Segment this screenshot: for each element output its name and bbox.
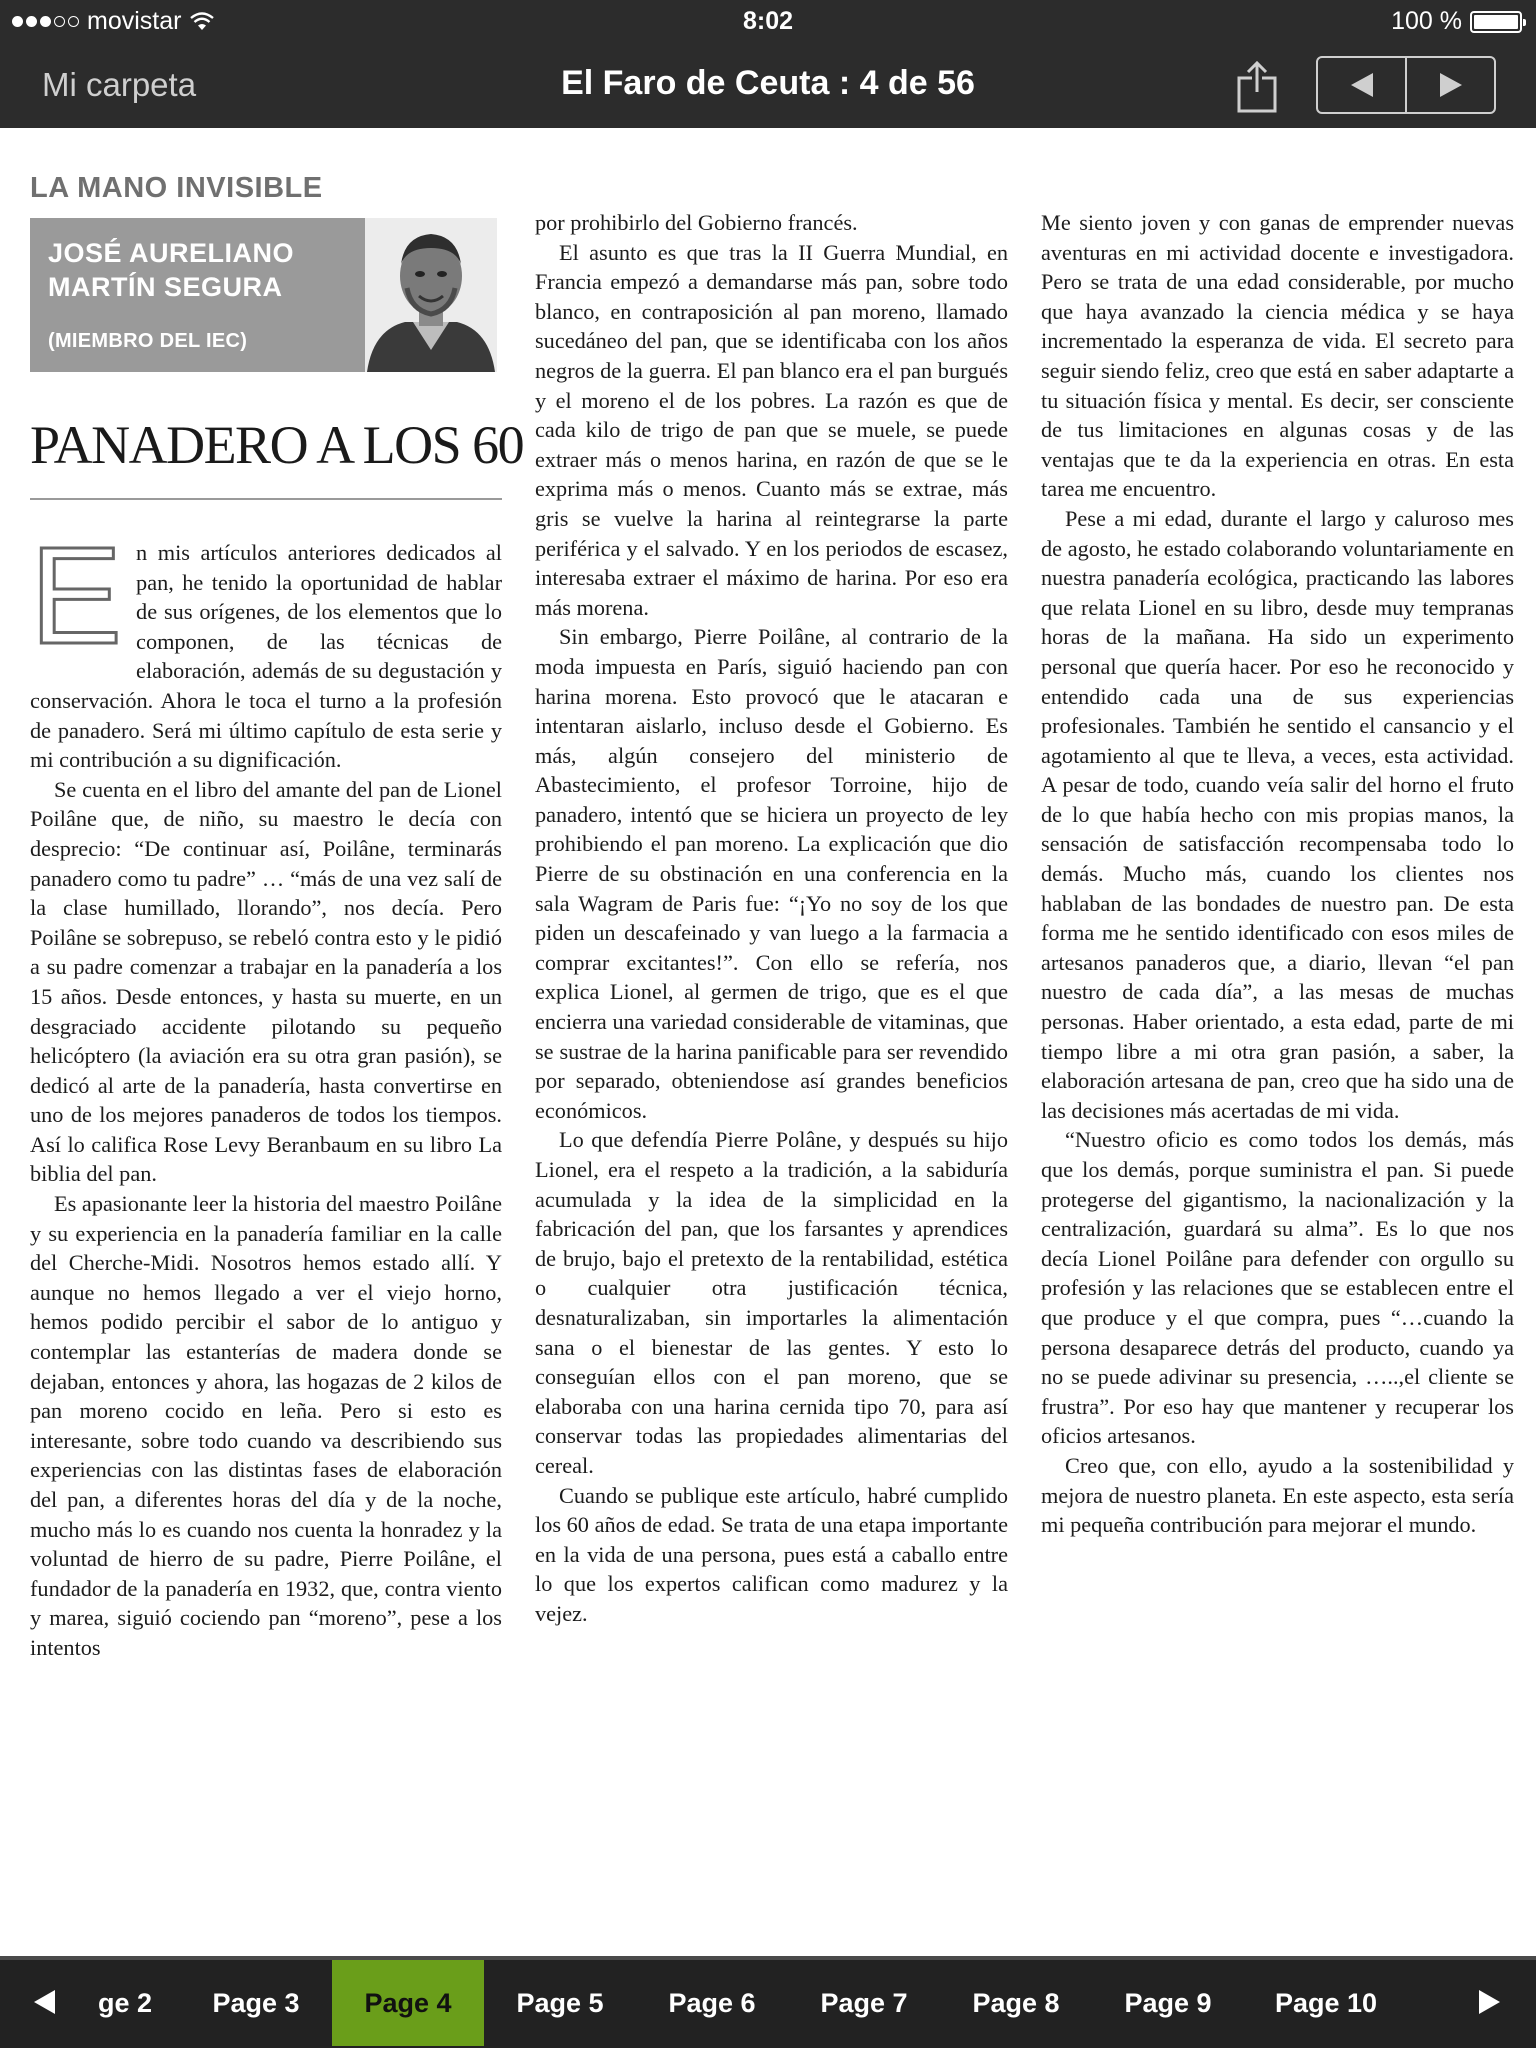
paragraph: Cuando se publique este artículo, habré cumplido los 60 años de edad. Se trata de una etapa importante en la vida de una persona, pues está a caballo entre lo que los expertos califican como madurez y la vejez. (535, 1482, 1008, 1626)
section-label: LA MANO INVISIBLE (30, 172, 323, 204)
page-tab-5[interactable]: Page 5 (516, 1987, 604, 2018)
status-bar (0, 0, 1536, 42)
author-role: (MIEMBRO DEL IEC) (48, 330, 248, 352)
triangle-left-icon (1349, 71, 1375, 99)
article-column-1 (30, 519, 502, 1663)
publication-title: El Faro de Ceuta : 4 de 56 (561, 64, 975, 102)
drop-cap: E (30, 519, 123, 673)
paragraph (30, 519, 502, 775)
paragraph: Sin embargo, Pierre Poilâne, al contrario de la moda impuesta en París, siguió haciendo pan con harina morena. Esto provocó que le atacaran e intentaran aislarlo, incluso desde el Gobierno. Es más, algún consejero del ministerio de Abastecimiento, el profesor Torroine, hijo de panadero, intentó que se hiciera un proyecto de ley prohibiendo el pan moreno. La explicación que dio Pierre de su obstinación en una conferencia en la sala Wagram de Paris fue: “¡Yo no soy de los que piden un descafeinado y van luego a la farmacia a comprar excitantes!”. Con ello se refería, nos explica Lionel, al germen de trigo, que es el que encierra una variedad considerable de vitaminas, que se sustrae de la harina panificable para ser revendido por separado, obteniendose así grandes beneficios económicos. (535, 624, 1008, 1123)
author-first-name: JOSÉ AURELIANO (48, 238, 295, 268)
triangle-right-icon (1477, 1988, 1503, 2016)
share-icon[interactable] (1232, 58, 1282, 114)
author-last-name: MARTÍN SEGURA (48, 272, 283, 302)
page-tab-10[interactable]: Page 10 (1274, 1987, 1378, 2018)
previous-page-button[interactable] (1318, 58, 1405, 112)
page-tab-4[interactable]: Page 4 (332, 1960, 484, 2046)
triangle-right-icon (1438, 71, 1464, 99)
page-tab-2[interactable]: ge 2 (97, 1987, 152, 2018)
paragraph-text: n mis artículos anteriores dedicados al pan, he tenido la oportunidad de hablar de sus orígenes, de los elementos que lo componen, de las técnicas de elaboración, además de su degustación y conservación. Ahora le toca el turno a la profesión de panadero. Será mi último capítulo de esta serie y mi contribución a su dignificación. (30, 540, 502, 773)
carrier-label: movistar (87, 7, 182, 35)
author-portrait-image (365, 218, 497, 372)
article-column-2 (535, 208, 1008, 1629)
article-headline: PANADERO A LOS 60 (30, 415, 524, 475)
navigation-bar (0, 42, 1536, 128)
scroll-pages-right-button[interactable] (1470, 1982, 1510, 2022)
battery-icon (1470, 11, 1522, 33)
article-column-3 (1041, 208, 1514, 1540)
top-bar (0, 0, 1536, 128)
page-strip (0, 1956, 1536, 2048)
paragraph: Pese a mi edad, durante el largo y caluroso mes de agosto, he estado colaborando voluntariamente en nuestra panadería ecológica, practicando las labores que relata Lionel en su libro, desde muy tempranas horas de la mañana. Ha sido un experimento personal que quería hacer. Por eso he reconocido y entendido cada una de sus experiencias profesionales. También he sentido el cansancio y el agotamiento al que te lleva, a veces, esta actividad. A pesar de todo, cuando veía salir del horno el fruto de lo que había hecho con mis propias manos, la sensación de satisfacción recompensaba todo lo demás. Mucho más, cuando los clientes nos hablaban de las bondades de nuestro pan. De esta forma me he sentido identificado con esos miles de artesanos panaderos que, a diario, llevan “el pan nuestro de cada día”, a las mesas de muchas personas. Haber orientado, a esta edad, parte de mi tiempo libre a mi otra gran pasión, a saber, la elaboración artesana de pan, creo que ha sido una de las decisiones más acertadas de mi vida. (1041, 505, 1514, 1123)
paragraph: Creo que, con ello, ayudo a la sostenibilidad y mejora de nuestro planeta. En este aspecto, esta sería mi pequeña contribución para mejorar el mundo. (1041, 1452, 1514, 1538)
paragraph: El asunto es que tras la II Guerra Mundial, en Francia empezó a demandarse más pan, sobre todo blanco, en contraposición al pan moreno, llamado sucedáneo del pan, que se identificaba con los años negros de la guerra. El pan blanco era el pan burgués y el moreno el de los pobres. La razón es que de cada kilo de trigo de pan que se muele, se puede extraer más o menos harina, en razón de que se le exprima más o menos. Cuanto más se extrae, más gris se vuelve la harina al reintegrarse la parte periférica y el salvado. Y en los periodos de escasez, interesaba extraer el máximo de harina. Por eso era más morena. (535, 239, 1008, 620)
page-tab-3[interactable]: Page 3 (212, 1987, 300, 2018)
paragraph: Es apasionante leer la historia del maestro Poilâne y su experiencia en la panadería familiar en la calle del Cherche-Midi. Nosotros hemos estado allí. Y aunque no hemos llegado a ver el viejo horno, hemos podido percibir el sabor de lo antiguo y contemplar las estanterías de madera donde se dejaban, entonces y ahora, las hogazas de 2 kilos de pan moreno cocido en leña. Pero si esto es interesante, sobre todo cuando va describiendo sus experiencias con las distintas fases de elaboración del pan, a diferentes horas del día y de la noche, mucho más lo es cuando nos cuenta la honradez y la voluntad de hierro de su padre, Pierre Poilâne, el fundador de la panadería en 1932, que, contra viento y marea, siguió cociendo pan “moreno”, pese a los intentos (30, 1191, 502, 1660)
page-tab-9[interactable]: Page 9 (1124, 1987, 1212, 2018)
newspaper-page[interactable] (0, 128, 1536, 1956)
next-page-button[interactable] (1405, 58, 1494, 112)
battery-percent: 100 % (1391, 7, 1462, 35)
triangle-left-icon (31, 1988, 57, 2016)
author-photo (365, 218, 497, 372)
page-tab-6[interactable]: Page 6 (668, 1987, 756, 2018)
paragraph: Lo que defendía Pierre Polâne, y después su hijo Lionel, era el respeto a la tradición, a la sabiduría acumulada y la idea de la simplicidad en la fabricación del pan, que los farsantes y aprendices de brujo, bajo el pretexto de la rentabilidad, estética o cualquier otra justificación técnica, desnaturalizaban, sin importarles la alimentación sana o el bienestar de las gentes. Y esto lo conseguían ellos con el pan moreno, que se elaboraba con una harina cernida tipo 70, para así conservar todas las propiedades alimentarias del cereal. (535, 1127, 1008, 1478)
status-right (1391, 7, 1522, 36)
page-navigation (1316, 56, 1496, 114)
status-time: 8:02 (742, 7, 794, 35)
page-tab-7[interactable]: Page 7 (820, 1987, 908, 2018)
page-tab-8[interactable]: Page 8 (972, 1987, 1060, 2018)
headline-divider (30, 498, 502, 500)
paragraph: por prohibirlo del Gobierno francés. (535, 210, 858, 235)
paragraph: Se cuenta en el libro del amante del pan de Lionel Poilâne que, de niño, su maestro le decía con desprecio: “De continuar así, Poilâne, terminarás panadero como tu padre” … “más de una vez salí de la clase humillado, llorando”, nos decía. Pero Poilâne se sobrepuso, se rebeló contra esto y le pidió a su padre comenzar a trabajar en la panadería a los 15 años. Desde entonces, y hasta su muerte, en un desgraciado accidente pilotando su pequeño helicóptero (la aviación era su otra gran pasión), se dedicó al arte de la panadería, hasta convertirse en uno de los mejores panaderos de todos los tiempos. Así lo califica Rose Levy Beranbaum en su libro La biblia del pan. (30, 776, 502, 1187)
scroll-pages-left-button[interactable] (24, 1982, 64, 2022)
paragraph: Me siento joven y con ganas de emprender nuevas aventuras en mi actividad docente e investigadora. Pero se trata de una edad considerable, por mucho que haya avanzado la ciencia médica y se haya incrementado la esperanza de vida. El secreto para seguir siendo feliz, creo que está en saber adaptarte a tu situación física y mental. Es decir, ser consciente de tus limitaciones en algunas cosas y de las ventajas que te da la experiencia en otras. En esta tarea me encuentro. (1041, 210, 1514, 502)
author-box (30, 218, 497, 372)
paragraph: “Nuestro oficio es como todos los demás, más que los demás, porque suministra el pan. Si puede protegerse del gigantismo, la nacionalización y la centralización, guardará su alma”. Es lo que nos decía Lionel Poilâne para defender con orgullo su profesión y las relaciones que se establecen entre el que produce y el que compra, pues “…cuando la persona desaparece detrás del producto, cuando ya no se puede adivinar su presencia, …..,el cliente se frustra”. Por eso hay que mantener y recuperar los oficios artesanos. (1041, 1127, 1514, 1449)
my-folder-button[interactable]: Mi carpeta (42, 66, 197, 103)
author-name (48, 236, 294, 304)
